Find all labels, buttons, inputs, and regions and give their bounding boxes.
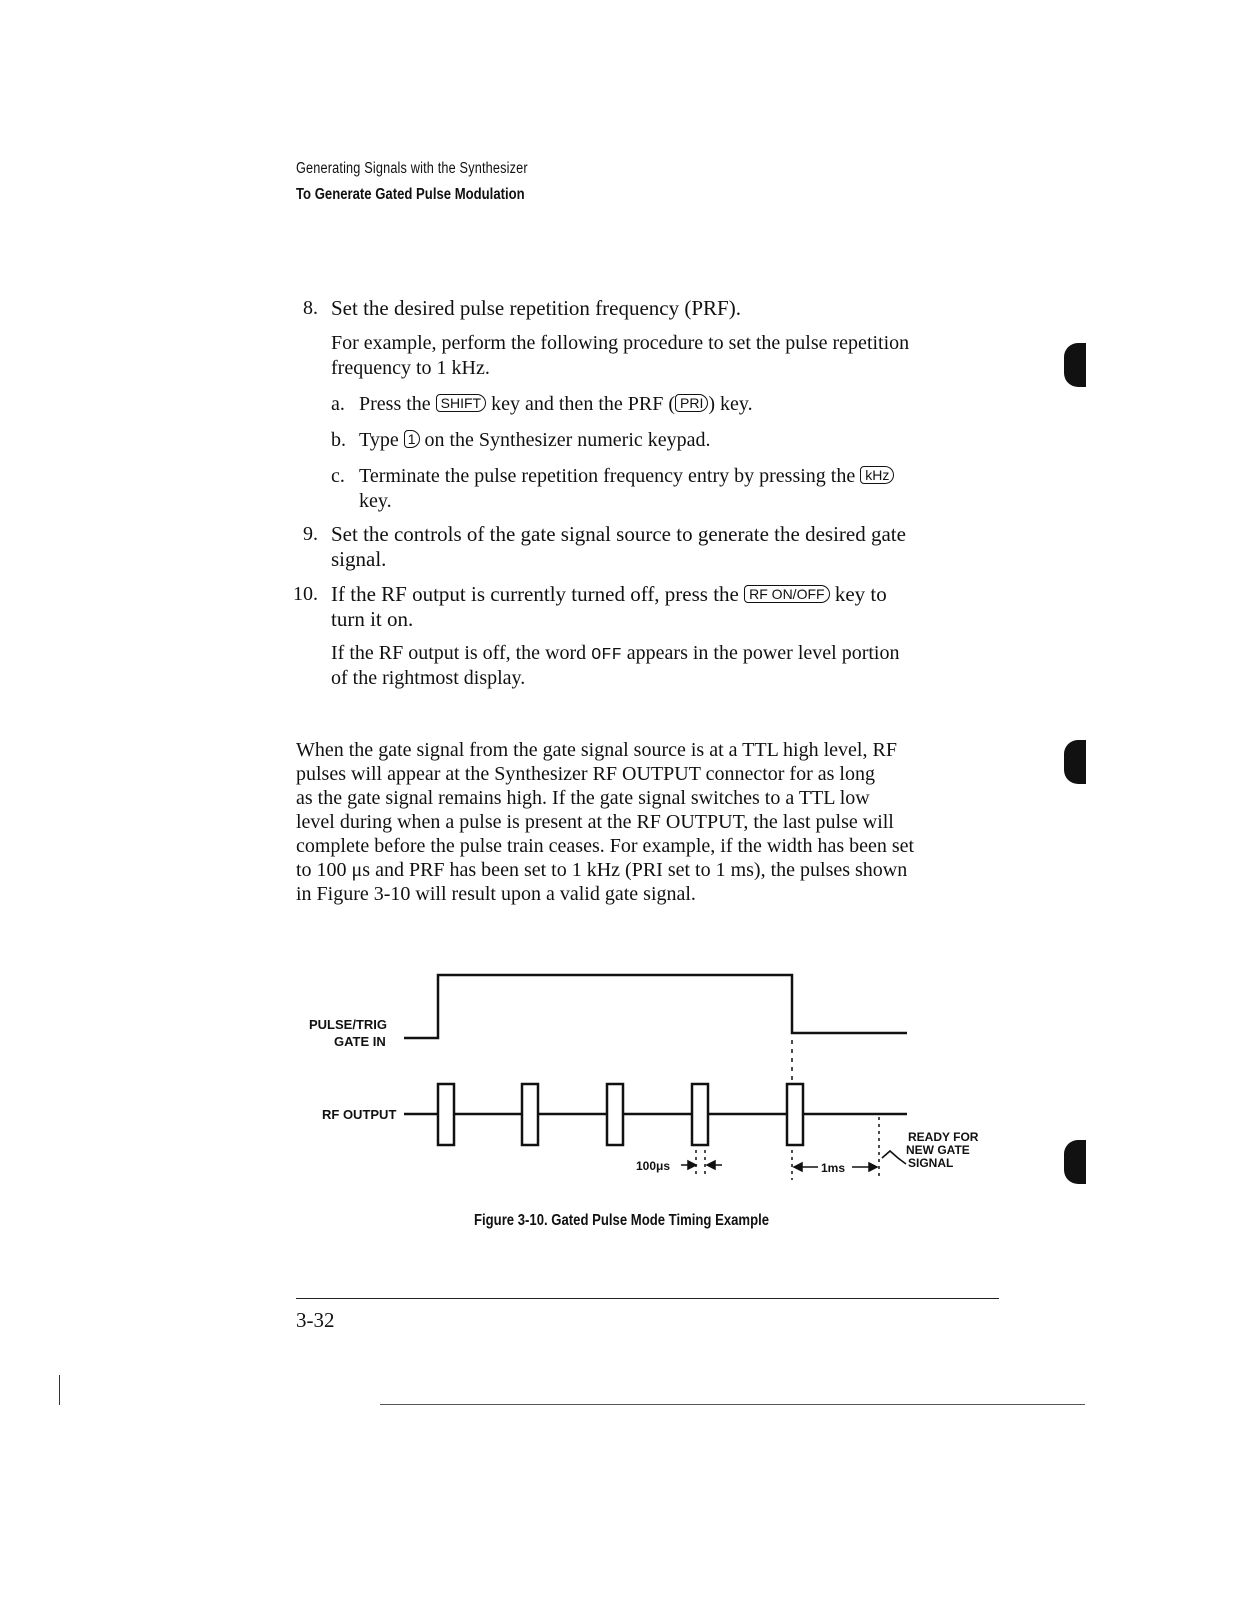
step-8-title: Set the desired pulse repetition frequency (PRF). [331, 296, 741, 320]
paragraph-line: to 100 μs and PRF has been set to 1 kHz (PRI set to 1 ms), the pulses shown [296, 859, 908, 881]
rf-pulse [607, 1084, 623, 1145]
paragraph-line: When the gate signal from the gate signal source is at a TTL high level, RF [296, 739, 897, 761]
substep-a-mid: key and then the PRF ( [491, 393, 675, 415]
substep-b-letter: b. [331, 429, 346, 451]
substep-c-pre: Terminate the pulse repetition frequency entry by pressing the [359, 465, 856, 487]
step-9-number: 9. [303, 523, 318, 545]
rf-output-label: RF OUTPUT [322, 1107, 397, 1122]
paragraph-line: pulses will appear at the Synthesizer RF OUTPUT connector for as long [296, 763, 875, 785]
substep-b-post: on the Synthesizer numeric keypad. [424, 429, 711, 451]
off-display-word: OFF [591, 646, 622, 665]
step-9-line-2: signal. [331, 547, 387, 571]
paragraph-line: complete before the pulse train ceases. For example, if the width has been set [296, 835, 915, 857]
ready-label-1: READY FOR [908, 1130, 979, 1144]
gate-waveform [404, 975, 907, 1038]
step-8-intro-line-1: For example, perform the following procedure to set the pulse repetition [331, 332, 910, 354]
substep-a-letter: a. [331, 393, 345, 415]
page-number: 3-32 [296, 1308, 335, 1332]
rf-on-off-key: RF ON/OFF [744, 585, 829, 603]
step-10-number: 10. [293, 583, 318, 605]
step-9-line-1: Set the controls of the gate signal source to generate the desired gate [331, 522, 906, 546]
ready-label-3: SIGNAL [908, 1156, 954, 1170]
pri-key: PRI [675, 394, 708, 412]
step-8-intro-line-2: frequency to 1 kHz. [331, 357, 490, 379]
footer-rule [296, 1298, 999, 1299]
step-10-note-pre: If the RF output is off, the word [331, 642, 587, 664]
section-header: Generating Signals with the Synthesizer [296, 160, 528, 177]
ready-label-2: NEW GATE [906, 1143, 970, 1157]
step-10-note-line-2: of the rightmost display. [331, 667, 526, 689]
rf-pulse [787, 1084, 803, 1145]
substep-a-pre: Press the [359, 393, 431, 415]
rf-pulse [522, 1084, 538, 1145]
digit-1-key: 1 [404, 430, 420, 448]
subsection-header: To Generate Gated Pulse Modulation [296, 186, 525, 203]
step-8-number: 8. [303, 297, 318, 319]
paragraph-line: in Figure 3-10 will result upon a valid gate signal. [296, 883, 696, 905]
ready-pointer [882, 1151, 906, 1164]
shift-key: SHIFT [436, 394, 486, 412]
bottom-rule [380, 1404, 1085, 1405]
rf-pulse [438, 1084, 454, 1145]
paragraph-line: level during when a pulse is present at the RF OUTPUT, the last pulse will [296, 811, 894, 833]
substep-b-pre: Type [359, 429, 399, 451]
step-10-pre: If the RF output is currently turned off, press the [331, 582, 739, 606]
step-10-post: key to [834, 582, 887, 606]
khz-key: kHz [860, 466, 894, 484]
gate-label-1: PULSE/TRIG [309, 1017, 388, 1032]
rf-pulse [692, 1084, 708, 1145]
substep-a-post: ) key. [708, 393, 753, 415]
step-10-note-post: appears in the power level portion [626, 642, 900, 664]
step-10-line-2: turn it on. [331, 607, 414, 631]
period-label: 1ms [821, 1161, 846, 1175]
gate-label-2: GATE IN [334, 1034, 386, 1049]
paragraph-line: as the gate signal remains high. If the gate signal switches to a TTL low [296, 787, 870, 809]
substep-c-letter: c. [331, 465, 345, 487]
margin-mark [59, 1375, 60, 1405]
figure-caption: Figure 3-10. Gated Pulse Mode Timing Example [474, 1212, 770, 1229]
width-label: 100μs [636, 1159, 671, 1173]
substep-c-post: key. [359, 490, 392, 512]
